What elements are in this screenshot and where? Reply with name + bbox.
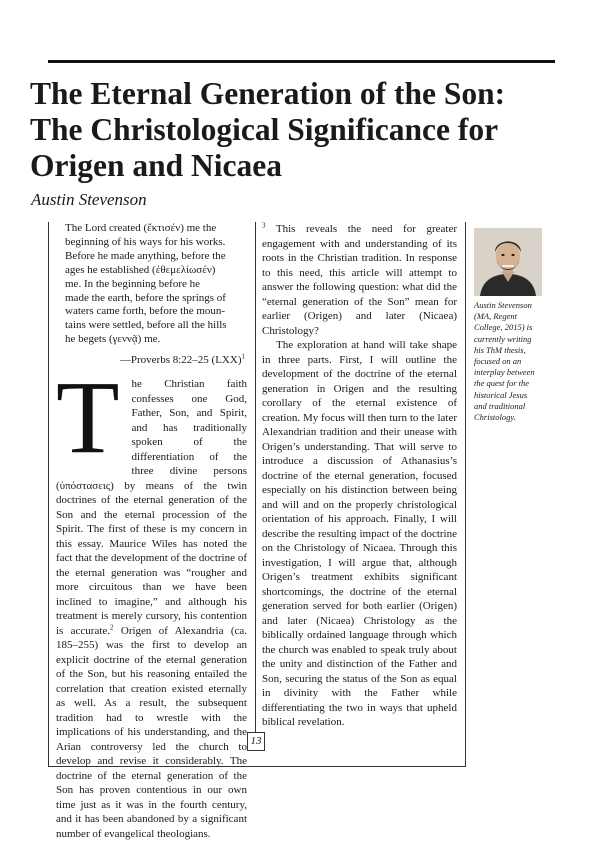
caption-line: the quest for the [474, 378, 530, 389]
caption-line: focused on an [474, 356, 522, 367]
body-paragraph-2: The exploration at hand will take shape in three parts. First, I will outline the development of the doctrine of the eternal generation in Origen and the resulting corollary of the eternal existence of creation. My focus will then turn to the later Alexandrian tradition and their unease with Origen’s understanding. That will serve to introduce a discussion of Athanasius’s doctrine of the eternal generation, focused especially on his distinction between being and will and on the properly christological orientation of his approach. Finally, I will describe the resulting impact of the doctrine on the Christology of Nicaea. Through this investigation, I will argue that, although Origen’s treatment exhibits significant shortcomings, the doctrine of the eternal generation served for both earlier (Origen) and later (Nicaea) Christology as the biblically ordained language through which the church was enabled to speak truly about the unity and distinction of the Father and Son, securing the status of the Son as equal in divinity with the Father while differentiating the two in ways that upheld biblical revelation. [262, 339, 457, 728]
epigraph-line: waters came forth, before the moun- [65, 305, 226, 318]
caption-line: and traditional [474, 400, 526, 411]
author-bio-caption [474, 300, 552, 423]
title-line: Origen and Nicaea [30, 148, 282, 183]
footnote-ref: 2 [110, 623, 114, 631]
body-text: This reveals the need for greater engagement with and understanding of its roots in the Christian tradition. In response to this need, this article will attempt to answer the following question: what did the “eternal generation of the Son” mean for earlier (Origen) and later (Nicaea) Christology? [262, 223, 457, 337]
epigraph-line: tains were settled, before all the hills [65, 319, 227, 332]
epigraph [65, 222, 247, 347]
epigraph-line: he begets (γεννᾷ) me. [65, 333, 161, 346]
epigraph-line: The Lord created (ἔκτισέν) me the [65, 222, 217, 234]
caption-line: Christology. [474, 412, 516, 423]
epigraph-line: ages he established (ἐθεμελίωσέν) [65, 263, 216, 276]
title-line: The Eternal Generation of the Son: [30, 76, 506, 111]
drop-cap: T [56, 360, 120, 476]
body-paragraph-1-cont [262, 222, 457, 338]
epigraph-source-text: —Proverbs 8:22–25 (LXX) [119, 354, 242, 367]
caption-line: currently writing [474, 333, 532, 344]
footnote-ref: 1 [241, 352, 245, 361]
epigraph-line: Before he made anything, before the [65, 249, 226, 262]
left-column [56, 222, 247, 841]
caption-line: (MA, Regent [474, 311, 517, 322]
epigraph-line: beginning of his ways for his works. [65, 235, 226, 248]
footnote-ref: 3 [262, 221, 266, 230]
caption-line: historical Jesus [474, 389, 528, 400]
frame-right-rule [465, 222, 466, 766]
author-byline: Austin Stevenson [31, 190, 147, 209]
caption-line: College, 2015) is [474, 322, 533, 333]
page-number: 13 [247, 732, 265, 751]
title-line: The Christological Significance for [30, 112, 499, 147]
author-photo [474, 228, 542, 296]
epigraph-line: made the earth, before the springs of [65, 291, 226, 304]
top-rule [48, 60, 555, 63]
right-column [262, 222, 457, 730]
author-portrait-image [474, 228, 542, 296]
caption-line: interplay between [474, 367, 535, 378]
body-text: Origen of Alexandria (ca. 185–255) was the first to develop an explicit doctrine of the eternal generation of the Son, but his reasoning entailed the correlation that creation existed eternally as well. As a result, the subsequent tradition had to wrestle with the implications of his understanding, and the Arian controversy led the church to develop and revise it considerably. The doctrine of the eternal generation of the Son has proven contentious in our own time just as it was in the fourth century, and it has been abandoned by a significant number of evangelical theologians. [56, 624, 247, 840]
epigraph-line: me. In the beginning before he [65, 277, 201, 290]
caption-line: his ThM thesis, [474, 344, 526, 355]
body-text: he Christian faith confesses one God, Father, Son, and Spirit, and has traditionally spoken of the differentiation of the three divine persons (ὑπόστασεις) by means of the twin doctrines of the eternal generation of the Son and the eternal procession of the Spirit. The first of these is my concern in this essay. Maurice Wiles has noted the fact that the development of the doctrine of the eternal generation was “rougher and more circuitous than we have been inclined to imagine,” and although his treatment is merely cursory, his contention is accurate. [56, 378, 247, 637]
column-divider [255, 222, 256, 732]
caption-line: Austin Stevenson [474, 300, 532, 310]
article-title [30, 76, 550, 184]
frame-left-rule [48, 222, 49, 766]
